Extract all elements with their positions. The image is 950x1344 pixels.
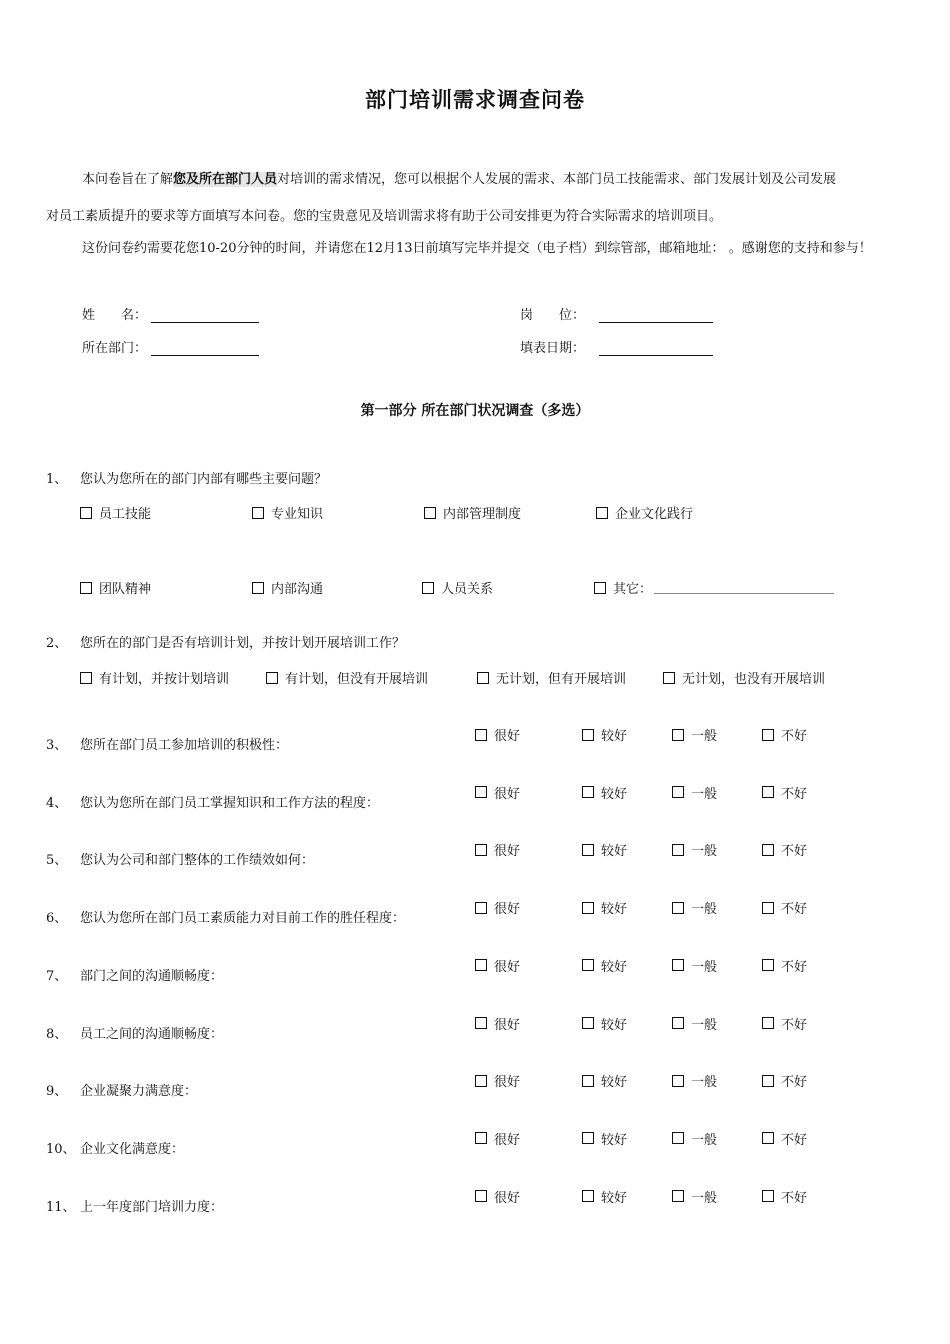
question-text: 企业文化满意度： — [80, 1141, 185, 1157]
rating-option[interactable] — [672, 898, 717, 917]
dept-field — [82, 337, 259, 356]
checkbox-icon[interactable] — [475, 1075, 487, 1087]
section-heading: 第一部分 所在部门状况调查（多选） — [360, 403, 590, 419]
rating-option[interactable] — [475, 1071, 520, 1090]
rating-option[interactable] — [672, 1071, 717, 1090]
option-label: 不好 — [781, 1190, 808, 1206]
checkbox-icon[interactable] — [672, 1075, 684, 1087]
checkbox-icon[interactable] — [672, 959, 684, 971]
checkbox-icon[interactable] — [762, 1190, 774, 1202]
rating-option[interactable] — [672, 956, 717, 975]
dept-input-line[interactable] — [151, 343, 259, 356]
question-number: 4、 — [46, 795, 68, 811]
option-label: 较好 — [601, 1075, 628, 1091]
option-label: 无计划，也没有开展培训 — [682, 672, 826, 687]
checkbox-icon[interactable] — [762, 844, 774, 856]
checkbox-icon[interactable] — [80, 582, 92, 594]
option-label: 有计划，但没有开展培训 — [285, 672, 429, 687]
checkbox-icon[interactable] — [582, 1190, 594, 1202]
rating-option[interactable] — [475, 1129, 520, 1148]
intro-paragraph-2: 这份问卷约需要花您10-20分钟的时间，并请您在12月13日前填写完毕并提交（电子档）到综管部，邮箱地址： 。感谢您的支持和参与！ — [82, 241, 872, 256]
post-field — [520, 304, 713, 323]
rating-option[interactable] — [762, 725, 807, 744]
checkbox-icon[interactable] — [762, 1075, 774, 1087]
intro-text: 本问卷旨在了解 — [82, 172, 174, 187]
checkbox-icon[interactable] — [762, 959, 774, 971]
post-input-line[interactable] — [599, 310, 713, 323]
name-field — [82, 304, 259, 323]
checkbox-icon[interactable] — [266, 672, 278, 684]
rating-option[interactable] — [582, 956, 627, 975]
intro-paragraph-1 — [82, 170, 836, 190]
option-label: 内部沟通 — [271, 582, 324, 597]
rating-option[interactable] — [672, 783, 717, 802]
checkbox-option[interactable] — [252, 578, 323, 597]
question-text: 您认为您所在部门员工掌握知识和工作方法的程度： — [80, 795, 380, 811]
option-label: 不好 — [781, 1075, 808, 1091]
option-label: 很好 — [494, 786, 521, 802]
checkbox-icon[interactable] — [475, 1132, 487, 1144]
checkbox-icon[interactable] — [582, 729, 594, 741]
checkbox-option[interactable] — [477, 668, 626, 687]
rating-option[interactable] — [475, 783, 520, 802]
question-number: 3、 — [46, 738, 68, 753]
option-label: 不好 — [781, 1017, 808, 1033]
post-label: 岗 位： — [520, 308, 586, 323]
question-number: 9、 — [46, 1084, 68, 1100]
question-number: 2、 — [46, 636, 68, 651]
question-number: 6、 — [46, 911, 68, 927]
question-number: 7、 — [46, 968, 68, 984]
checkbox-icon[interactable] — [762, 729, 774, 741]
rating-option[interactable] — [762, 956, 807, 975]
option-label: 不好 — [781, 1132, 808, 1148]
option-label: 很好 — [494, 1017, 521, 1033]
checkbox-icon[interactable] — [475, 902, 487, 914]
checkbox-icon[interactable] — [475, 844, 487, 856]
question-text: 企业凝聚力满意度： — [80, 1084, 198, 1100]
option-label: 不好 — [781, 844, 808, 860]
rating-option[interactable] — [582, 783, 627, 802]
option-label: 有计划，并按计划培训 — [99, 672, 230, 687]
option-label: 一般 — [691, 1132, 718, 1148]
checkbox-option[interactable] — [663, 668, 825, 687]
rating-option[interactable] — [582, 1014, 627, 1033]
option-label: 较好 — [601, 844, 628, 860]
option-label: 无计划，但有开展培训 — [496, 672, 627, 687]
option-label: 一般 — [691, 844, 718, 860]
rating-option[interactable] — [672, 1129, 717, 1148]
option-label: 很好 — [494, 844, 521, 860]
rating-option[interactable] — [475, 898, 520, 917]
option-label: 较好 — [601, 902, 628, 918]
checkbox-icon[interactable] — [582, 1075, 594, 1087]
option-label: 一般 — [691, 959, 718, 975]
option-label: 专业知识 — [271, 507, 324, 522]
checkbox-icon[interactable] — [475, 1190, 487, 1202]
checkbox-option-other[interactable] — [594, 578, 834, 597]
option-label: 较好 — [601, 1132, 628, 1148]
name-input-line[interactable] — [151, 310, 259, 323]
question-number: 1、 — [46, 472, 68, 487]
question-text: 您所在部门员工参加培训的积极性： — [80, 738, 289, 753]
checkbox-icon[interactable] — [762, 1017, 774, 1029]
checkbox-icon[interactable] — [582, 959, 594, 971]
question-text: 上一年度部门培训力度： — [80, 1199, 224, 1215]
checkbox-icon[interactable] — [582, 1132, 594, 1144]
checkbox-icon[interactable] — [582, 844, 594, 856]
checkbox-icon[interactable] — [672, 902, 684, 914]
question-text: 您认为公司和部门整体的工作绩效如何： — [80, 853, 315, 869]
intro-paragraph-1-line2: 对员工素质提升的要求等方面填写本问卷。您的宝贵意见及培训需求将有助于公司安排更为符合实际需求的培训项目。 — [46, 209, 723, 224]
checkbox-icon[interactable] — [80, 672, 92, 684]
option-label: 一般 — [691, 902, 718, 918]
question-text: 您所在的部门是否有培训计划，并按计划开展培训工作？ — [80, 636, 406, 651]
rating-option[interactable] — [582, 840, 627, 859]
rating-option[interactable] — [582, 1071, 627, 1090]
dept-label: 所在部门： — [82, 341, 148, 356]
option-label: 员工技能 — [99, 507, 152, 522]
option-label: 较好 — [601, 1017, 628, 1033]
option-label: 很好 — [494, 959, 521, 975]
checkbox-icon[interactable] — [252, 582, 264, 594]
option-label: 很好 — [494, 1190, 521, 1206]
option-label: 团队精神 — [99, 582, 152, 597]
option-label: 不好 — [781, 902, 808, 918]
option-label: 很好 — [494, 902, 521, 918]
checkbox-icon[interactable] — [422, 582, 434, 594]
checkbox-icon[interactable] — [762, 786, 774, 798]
checkbox-icon[interactable] — [762, 902, 774, 914]
date-label: 填表日期： — [520, 341, 586, 356]
rating-option[interactable] — [672, 1187, 717, 1206]
other-input-line[interactable] — [654, 581, 834, 594]
date-input-line[interactable] — [599, 343, 713, 356]
option-label: 较好 — [601, 959, 628, 975]
checkbox-icon[interactable] — [672, 1190, 684, 1202]
intro-highlight: 您及所在部门人员 — [173, 172, 278, 187]
question-number: 5、 — [46, 853, 68, 869]
question-number: 10、 — [46, 1141, 76, 1157]
checkbox-icon[interactable] — [475, 786, 487, 798]
checkbox-option[interactable] — [424, 503, 521, 522]
option-label: 企业文化践行 — [615, 507, 694, 522]
rating-option[interactable] — [475, 1187, 520, 1206]
rating-option[interactable] — [672, 1014, 717, 1033]
rating-option[interactable] — [475, 956, 520, 975]
rating-option[interactable] — [762, 1129, 807, 1148]
checkbox-icon[interactable] — [582, 902, 594, 914]
checkbox-icon[interactable] — [424, 507, 436, 519]
rating-option[interactable] — [762, 840, 807, 859]
checkbox-option[interactable] — [596, 503, 693, 522]
checkbox-option[interactable] — [80, 503, 151, 522]
checkbox-icon[interactable] — [475, 959, 487, 971]
option-label: 一般 — [691, 1190, 718, 1206]
rating-option[interactable] — [762, 1187, 807, 1206]
rating-option[interactable] — [582, 725, 627, 744]
option-label: 较好 — [601, 786, 628, 802]
page-title: 部门培训需求调查问卷 — [365, 87, 585, 112]
option-label: 很好 — [494, 1132, 521, 1148]
question-number: 8、 — [46, 1026, 68, 1042]
rating-option[interactable] — [762, 1014, 807, 1033]
question-text: 您认为您所在的部门内部有哪些主要问题？ — [80, 472, 328, 487]
checkbox-icon[interactable] — [672, 786, 684, 798]
option-label: 很好 — [494, 729, 521, 744]
option-label: 其它： — [613, 582, 653, 597]
checkbox-icon[interactable] — [672, 1132, 684, 1144]
option-label: 一般 — [691, 786, 718, 802]
date-field — [520, 337, 713, 356]
option-label: 一般 — [691, 1075, 718, 1091]
checkbox-icon[interactable] — [252, 507, 264, 519]
rating-option[interactable] — [475, 1014, 520, 1033]
rating-option[interactable] — [762, 1071, 807, 1090]
intro-text: 对培训的需求情况，您可以根据个人发展的需求、本部门员工技能需求、部门发展计划及公司发展 — [277, 172, 837, 187]
checkbox-icon[interactable] — [596, 507, 608, 519]
checkbox-icon[interactable] — [672, 1017, 684, 1029]
option-label: 很好 — [494, 1075, 521, 1091]
rating-option[interactable] — [582, 1129, 627, 1148]
option-label: 不好 — [781, 786, 808, 802]
checkbox-icon[interactable] — [672, 729, 684, 741]
checkbox-icon[interactable] — [582, 786, 594, 798]
checkbox-option[interactable] — [252, 503, 323, 522]
question-text: 员工之间的沟通顺畅度： — [80, 1026, 224, 1042]
option-label: 不好 — [781, 729, 808, 744]
checkbox-icon[interactable] — [477, 672, 489, 684]
question-text: 您认为您所在部门员工素质能力对目前工作的胜任程度： — [80, 911, 406, 927]
option-label: 较好 — [601, 729, 628, 744]
option-label: 较好 — [601, 1190, 628, 1206]
rating-option[interactable] — [672, 840, 717, 859]
question-text: 部门之间的沟通顺畅度： — [80, 968, 224, 984]
rating-option[interactable] — [582, 898, 627, 917]
question-number: 11、 — [46, 1199, 76, 1215]
rating-option[interactable] — [672, 725, 717, 744]
name-label: 姓 名： — [82, 308, 148, 323]
checkbox-option[interactable] — [80, 668, 229, 687]
checkbox-option[interactable] — [422, 578, 493, 597]
option-label: 人员关系 — [441, 582, 494, 597]
rating-option[interactable] — [582, 1187, 627, 1206]
option-label: 一般 — [691, 1017, 718, 1033]
checkbox-icon[interactable] — [594, 582, 606, 594]
checkbox-icon[interactable] — [80, 507, 92, 519]
option-label: 不好 — [781, 959, 808, 975]
checkbox-option[interactable] — [266, 668, 428, 687]
checkbox-icon[interactable] — [475, 1017, 487, 1029]
checkbox-option[interactable] — [80, 578, 151, 597]
rating-option[interactable] — [475, 725, 520, 744]
checkbox-icon[interactable] — [475, 729, 487, 741]
rating-option[interactable] — [762, 898, 807, 917]
checkbox-icon[interactable] — [663, 672, 675, 684]
rating-option[interactable] — [762, 783, 807, 802]
checkbox-icon[interactable] — [672, 844, 684, 856]
rating-option[interactable] — [475, 840, 520, 859]
option-label: 内部管理制度 — [443, 507, 522, 522]
option-label: 一般 — [691, 729, 718, 744]
checkbox-icon[interactable] — [762, 1132, 774, 1144]
checkbox-icon[interactable] — [582, 1017, 594, 1029]
